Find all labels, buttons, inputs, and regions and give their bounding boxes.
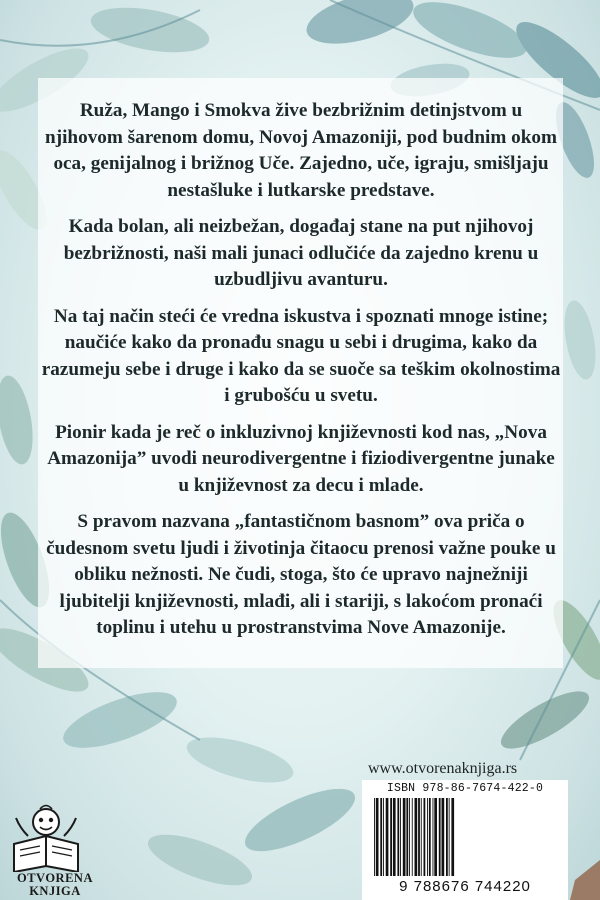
isbn-barcode: [362, 780, 568, 900]
barcode-bar: [451, 798, 454, 876]
isbn-label: ISBN 978-86-7674-422-0: [386, 782, 544, 795]
barcode-bar: [376, 798, 379, 876]
barcode-bar: [397, 798, 399, 876]
barcode-bar: [412, 798, 413, 876]
publisher-website[interactable]: www.otvorenaknjiga.rs: [368, 760, 518, 777]
barcode-bar: [427, 798, 428, 876]
barcode-bar: [433, 798, 434, 876]
blurb-paragraph-3: Na taj način steći će vredna iskustva i spoznati mnoge istine; naučiće kako da pronađu snagu u sebi i drugima, kako da razumeju sebe i druge i kako da se suoče sa teškim okolnostima i grubošću u svetu.: [41, 305, 561, 406]
barcode-bar: [446, 798, 448, 876]
blurb-paragraph-2: Kada bolan, ali neizbežan, događaj stane na put njihovoj bezbrižnosti, naši mali junaci odlučiće da zajedno krenu u uzbudljivu avanturu.: [63, 216, 539, 290]
barcode-bar: [442, 798, 445, 876]
barcode-bar: [449, 798, 450, 876]
barcode-bar: [434, 798, 437, 876]
barcode-bar: [418, 798, 420, 876]
barcode-bar: [406, 798, 408, 876]
barcode-bar: [424, 798, 426, 876]
blurb-paragraph-1: Ruža, Mango i Smokva žive bezbrižnim detinjstvom u njihovom šarenom domu, Novoj Amazoniji, pod budnim okom oca, genijalnog i brižnog Uče. Zajedno, uče, igraju, smišljaju nestašluke i lutkarske predstave.: [45, 100, 557, 201]
barcode-bar: [421, 798, 422, 876]
back-cover-blurb: [40, 98, 562, 652]
blurb-paragraph-4: Pionir kada je reč o inkluzivnoj književnosti kod nas, „Nova Amazonija” uvodi neurodivergentne i fiziodivergentne junake u književnost za decu i mlade.: [47, 421, 555, 496]
barcode-number: 9 788676 744220: [399, 878, 531, 895]
barcode-bars: [372, 798, 558, 876]
barcode-bar: [380, 798, 382, 876]
barcode-bar: [409, 798, 410, 876]
barcode-bar: [403, 798, 406, 876]
barcode-bar: [415, 798, 418, 876]
barcode-bar: [393, 798, 396, 876]
barcode-bar: [383, 798, 384, 876]
barcode-bar: [400, 798, 401, 876]
barcode-bar: [386, 798, 389, 876]
logo-text-line2: KNJIGA: [29, 884, 81, 898]
logo-text-line1: OTVORENA: [17, 871, 93, 885]
barcode-bar: [374, 798, 375, 876]
barcode-bar: [429, 798, 431, 876]
book-mascot-icon: [6, 800, 90, 872]
blurb-paragraph-5: S pravom nazvana „fantastičnom basnom” ova priča o čudesnom svetu ljudi i životinja čitaocu prenosi važne pouke u obliku nežnosti. Ne čudi, stoga, što će upravo najnežniji ljubitelji književnosti, mlađi, ali i stariji, s lakoćom pronaći toplinu i utehu u prostranstvima Nove Amazonije.: [46, 511, 556, 638]
barcode-bar: [439, 798, 441, 876]
publisher-logo: [6, 800, 93, 900]
barcode-bar: [390, 798, 392, 876]
